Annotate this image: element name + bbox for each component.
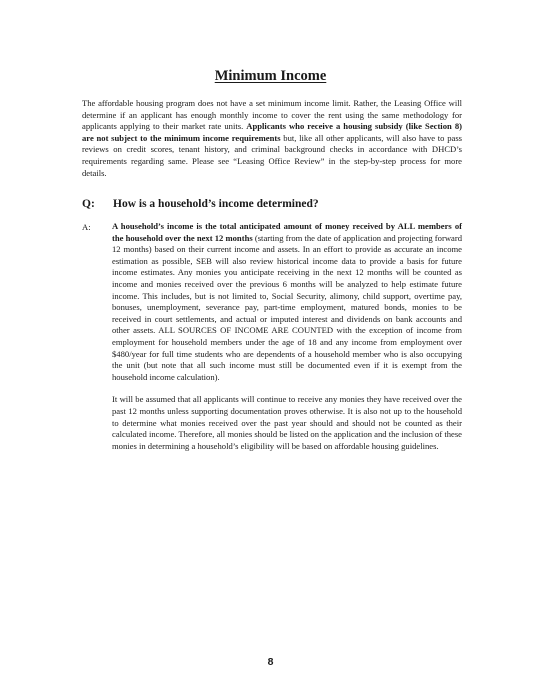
answer-paragraph-2: It will be assumed that all applicants will continue to receive any monies they have received over the past 12 months unless supporting documentation proves otherwise. It is also not up to the household to determine what monies received over the past year should and should not be counted as their calculated income. Therefore, all monies should be listed on the application and the inclusion of these monies in determining a household’s eligibility will be based on affordable housing guidelines. (112, 394, 462, 451)
question-label: Q: (82, 198, 95, 210)
question-text: How is a household’s income determined? (113, 198, 319, 210)
intro-text-2: but, like all other applicants, will also have to pass reviews on credit scores, tenant history, and criminal background checks in accordance with DHCD’s requirements regarding same. Please see “Leasing Office Review” in the step-by-step process for more details. (82, 132, 463, 178)
answer-paragraph-1 (112, 221, 462, 383)
intro-text-subsidy-bold: Applicants who receive a housing subsidy (like Section 8) are not subject to the minimum income requirements (82, 121, 462, 143)
answer-body (112, 221, 462, 452)
answer-text-1: (starting from the date of application and projecting forward 12 months) based on their current income and assets. In an effort to provide as accurate an income estimation as possible, SEB will also review historical income data to provide a basis for future income estimates. Any monies you anticipate receiving in the next 12 months will be counted as income and monies received over the previous 6 months will be analyzed to help estimate future income. This includes, but is not limited to, Social Security, alimony, child support, overtime pay, bonuses, unemployment, severance pay, part-time employment, matured bonds, monies to be received in court settlements, and actual or imputed interest and dividends on bank accounts and other assets. ALL SOURCES OF INCOME ARE COUNTED with the exception of income from employment for household members under the age of 18 and any income from employment over $480/year for full time students who are dependents of a household member who is also occupying the unit (but note that all such income must still be documented even if it is exempt from the household income calculation). (112, 232, 462, 382)
page-number: 8 (267, 656, 274, 668)
page-title: Minimum Income (214, 68, 327, 84)
intro-paragraph (82, 98, 462, 179)
answer-label: A: (82, 222, 91, 232)
intro-text-1: The affordable housing program does not have a set minimum income limit. Rather, the Leasing Office will determine if an applicant has enough monthly income to cover the rent using the same methodology for applicants applying to their market rate units. (82, 98, 462, 132)
answer-text-bold: A household’s income is the total anticipated amount of money received by ALL members of the household over the next 12 months (112, 221, 462, 243)
